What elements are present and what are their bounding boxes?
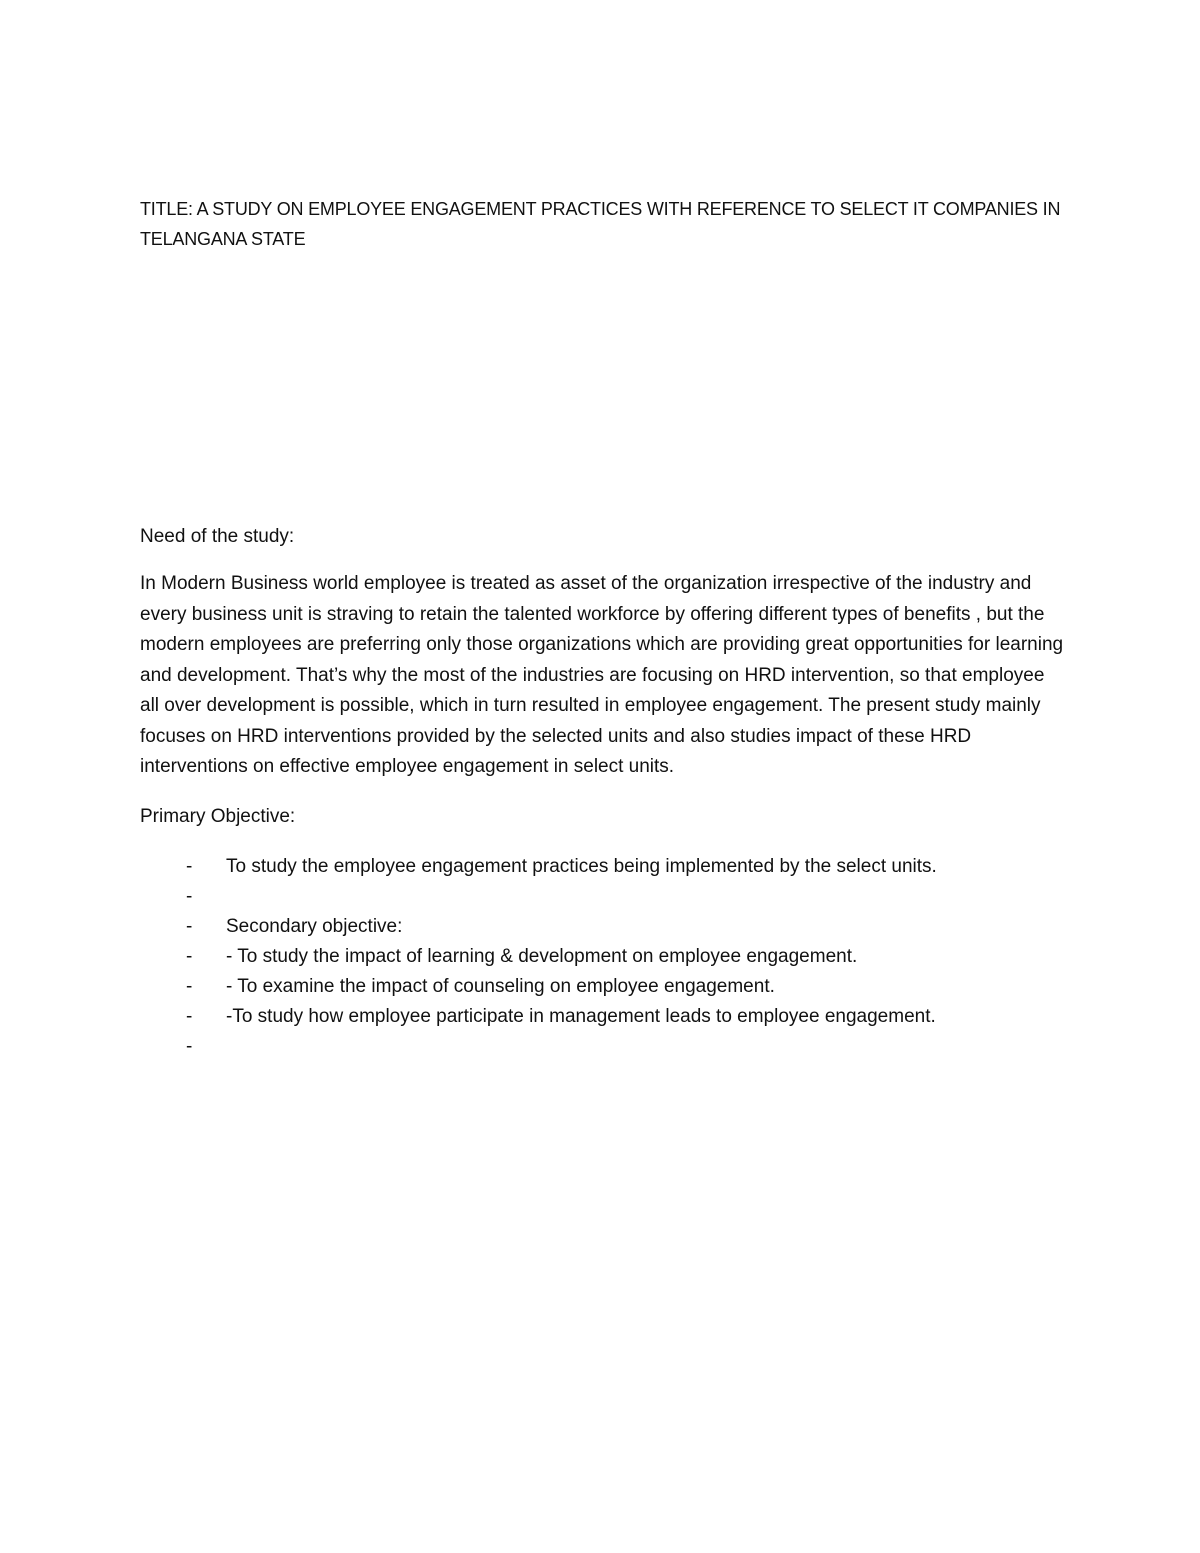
objectives-list	[0, 852, 1200, 1062]
dash-bullet: -	[186, 976, 193, 997]
dash-bullet: -	[186, 856, 193, 877]
dash-bullet: -	[186, 916, 193, 937]
dash-bullet: -	[186, 946, 193, 967]
list-item	[0, 1032, 1200, 1062]
list-item	[0, 972, 1200, 1002]
need-of-study-paragraph: In Modern Business world employee is treated as asset of the organization irrespective of the industry and every business unit is straving to retain the talented workforce by offering different types of benefits , but the modern employees are preferring only those organizations which are providing great opportunities for learning and development. That’s why the most of the industries are focusing on HRD intervention, so that employee all over development is possible, which in turn resulted in employee engagement. The present study mainly focuses on HRD interventions provided by the selected units and also studies impact of these HRD interventions on effective employee engagement in select units.	[140, 573, 1064, 777]
list-item	[0, 942, 1200, 972]
dash-bullet: -	[186, 1036, 193, 1057]
list-item	[0, 1002, 1200, 1032]
need-of-study-heading: Need of the study:	[140, 526, 295, 547]
list-item	[0, 882, 1200, 912]
objective-text: - To study the impact of learning & development on employee engagement.	[226, 946, 858, 967]
secondary-objective-heading: Secondary objective:	[226, 916, 403, 937]
objective-text: -To study how employee participate in management leads to employee engagement.	[226, 1006, 936, 1027]
objective-text: - To examine the impact of counseling on employee engagement.	[226, 976, 775, 997]
dash-bullet: -	[186, 886, 193, 907]
primary-objective-heading: Primary Objective:	[140, 806, 296, 827]
list-item	[0, 912, 1200, 942]
dash-bullet: -	[186, 1006, 193, 1027]
objective-text: To study the employee engagement practices being implemented by the select units.	[226, 856, 937, 877]
document-title: TITLE: A STUDY ON EMPLOYEE ENGAGEMENT PRACTICES WITH REFERENCE TO SELECT IT COMPANIES IN TELANGANA STATE	[140, 199, 1061, 249]
list-item	[0, 852, 1200, 882]
